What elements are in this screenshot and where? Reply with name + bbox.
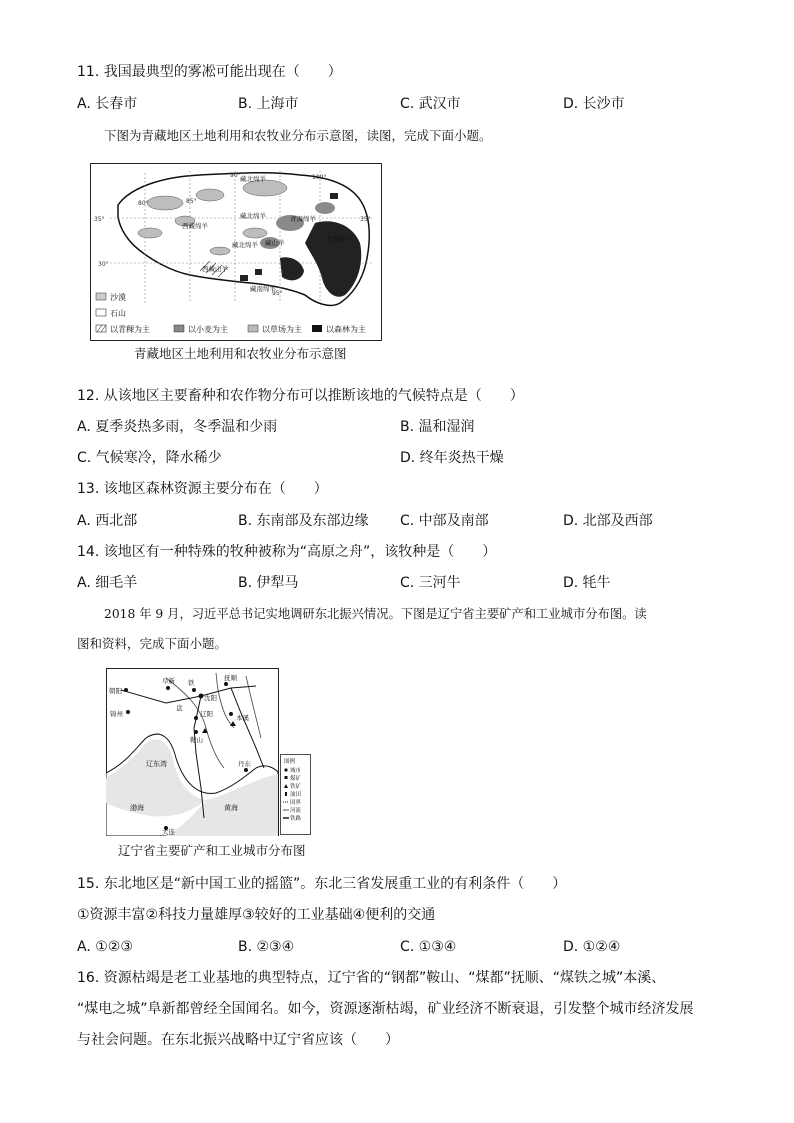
legend-barley: 以青稞为主 bbox=[110, 325, 150, 334]
map1-label-4: 青海绵羊 bbox=[290, 215, 316, 223]
lat-35-right: 35° bbox=[360, 216, 371, 223]
q15-stem: 15. 东北地区是“新中国工业的摇篮”。东北三省发展重工业的有利条件（ ） bbox=[77, 876, 567, 892]
lon-80: 80° bbox=[138, 200, 149, 207]
q15-conditions: ①资源丰富②科技力量雄厚③较好的工业基础④便利的交通 bbox=[77, 907, 436, 923]
legend-rock: 石山 bbox=[110, 309, 126, 318]
city-benxi: 本溪 bbox=[236, 714, 249, 722]
q16-line2: “煤电之城”阜新都曾经全国闻名。如今，资源逐渐枯竭，矿业经济不断衰退，引发整个城市经济发展 bbox=[77, 1001, 694, 1017]
q11-option-a: A. 长春市 bbox=[77, 96, 138, 112]
map2-caption: 辽宁省主要矿产和工业城市分布图 bbox=[118, 843, 306, 858]
intro-text-2-line1: 2018 年 9 月，习近平总书记实地调研东北振兴情况。下图是辽宁省主要矿产和工业城市分布图。读 bbox=[104, 607, 647, 621]
q16-line1: 16. 资源枯竭是老工业基地的典型特点，辽宁省的“钢都”鞍山、“煤都”抚顺、“煤铁之城”本溪、 bbox=[77, 970, 666, 986]
map1-label-8: 藏山羊 bbox=[265, 239, 285, 247]
legend-forest: 以森林为主 bbox=[326, 325, 366, 334]
city-dandong: 丹东 bbox=[238, 760, 251, 768]
city-anshan: 鞍山 bbox=[190, 736, 203, 744]
map1-caption: 青藏地区土地利用和农牧业分布示意图 bbox=[134, 346, 347, 361]
city-dalian: 大连 bbox=[162, 828, 175, 836]
city-pan: 盘 bbox=[176, 704, 183, 712]
map1-label-2: 藏北绵羊 bbox=[240, 212, 266, 220]
lon-85: 85° bbox=[186, 198, 197, 205]
sea-liaodong-bay: 辽东湾 bbox=[146, 760, 167, 768]
q15-option-b: B. ②③④ bbox=[238, 939, 295, 955]
city-fushun: 抚顺 bbox=[224, 674, 237, 682]
q11-option-b: B. 上海市 bbox=[238, 96, 299, 112]
q14-option-d: D. 牦牛 bbox=[563, 575, 611, 591]
city-fuxin: 阜新 bbox=[162, 677, 175, 685]
liaoning-map bbox=[106, 668, 312, 836]
sea-huanghai: 黄海 bbox=[224, 804, 238, 812]
map2-legend-title: 图例 bbox=[284, 759, 296, 765]
legend-forest-swatch bbox=[312, 325, 322, 332]
map1-label-5: 青海绵羊 bbox=[326, 235, 352, 243]
city-liaoyang: 辽阳 bbox=[200, 710, 213, 718]
q11-option-d: D. 长沙市 bbox=[563, 96, 625, 112]
q14-option-a: A. 细毛羊 bbox=[77, 575, 138, 591]
q13-stem: 13. 该地区森林资源主要分布在（ ） bbox=[77, 481, 328, 497]
q12-option-b: B. 温和湿润 bbox=[400, 419, 475, 435]
lat-35: 35° bbox=[94, 216, 105, 223]
q13-option-d: D. 北部及西部 bbox=[563, 513, 653, 529]
map1-label-9: 藏南绵羊 bbox=[250, 285, 276, 293]
legend-oil: 油田 bbox=[290, 792, 302, 798]
q16-line3: 与社会问题。在东北振兴战略中辽宁省应该（ ） bbox=[77, 1032, 399, 1048]
q15-option-c: C. ①③④ bbox=[400, 939, 457, 955]
q15-option-d: D. ①②④ bbox=[563, 939, 621, 955]
q14-stem: 14. 该地区有一种特殊的牧种被称为“高原之舟”，该牧种是（ ） bbox=[77, 544, 497, 560]
q15-option-a: A. ①②③ bbox=[77, 939, 133, 955]
intro-text-2-line2: 图和资料，完成下面小题。 bbox=[77, 636, 228, 651]
q12-option-c: C. 气候寒冷，降水稀少 bbox=[77, 450, 222, 466]
legend-wheat: 以小麦为主 bbox=[188, 325, 228, 334]
map1-label-1: 藏北绵羊 bbox=[240, 175, 266, 183]
q12-option-d: D. 终年炎热干燥 bbox=[400, 450, 504, 466]
q13-option-a: A. 西北部 bbox=[77, 513, 138, 529]
q12-option-a: A. 夏季炎热多雨，冬季温和少雨 bbox=[77, 419, 278, 435]
legend-desert-swatch bbox=[96, 293, 106, 300]
lon-90: 90° bbox=[230, 172, 241, 179]
qinghai-tibet-map bbox=[90, 163, 382, 341]
legend-rock-swatch bbox=[96, 309, 106, 316]
q12-stem: 12. 从该地区主要畜种和农作物分布可以推断该地的气候特点是（ ） bbox=[77, 388, 524, 404]
q13-option-b: B. 东南部及东部边缘 bbox=[238, 513, 369, 529]
legend-river: 河流 bbox=[290, 808, 302, 814]
legend-coal: 煤矿 bbox=[290, 776, 302, 782]
city-shenyang: 沈阳 bbox=[204, 694, 217, 702]
map1-label-6: 西藏山羊 bbox=[202, 265, 228, 273]
q14-option-b: B. 伊犁马 bbox=[238, 575, 299, 591]
legend-grass: 以草场为主 bbox=[262, 325, 302, 334]
q13-option-c: C. 中部及南部 bbox=[400, 513, 489, 529]
lon-95: 95° bbox=[272, 290, 283, 297]
legend-iron: 铁矿 bbox=[290, 784, 302, 790]
q14-option-c: C. 三河牛 bbox=[400, 575, 461, 591]
sea-bohai: 渤海 bbox=[130, 804, 144, 812]
map1-label-3: 西藏绵羊 bbox=[182, 222, 208, 230]
legend-desert: 沙漠 bbox=[110, 293, 126, 302]
lat-30: 30° bbox=[98, 261, 109, 268]
intro-text-1: 下图为青藏地区土地利用和农牧业分布示意图，读图，完成下面小题。 bbox=[104, 128, 492, 143]
legend-wheat-swatch bbox=[174, 325, 184, 332]
map1-label-7: 藏北绵羊 bbox=[232, 241, 258, 249]
q11-option-c: C. 武汉市 bbox=[400, 96, 461, 112]
legend-city: 城市 bbox=[290, 768, 302, 774]
city-jinzhou: 锦州 bbox=[110, 710, 123, 718]
legend-border: 国界 bbox=[290, 800, 302, 806]
legend-rail: 铁路 bbox=[290, 816, 302, 822]
city-chaoyang: 朝阳 bbox=[109, 687, 122, 695]
lon-100: 100° bbox=[312, 174, 327, 181]
city-tie: 铁 bbox=[188, 679, 195, 687]
legend-grass-swatch bbox=[248, 325, 258, 332]
q11-stem: 11. 我国最典型的雾凇可能出现在（ ） bbox=[77, 64, 342, 80]
